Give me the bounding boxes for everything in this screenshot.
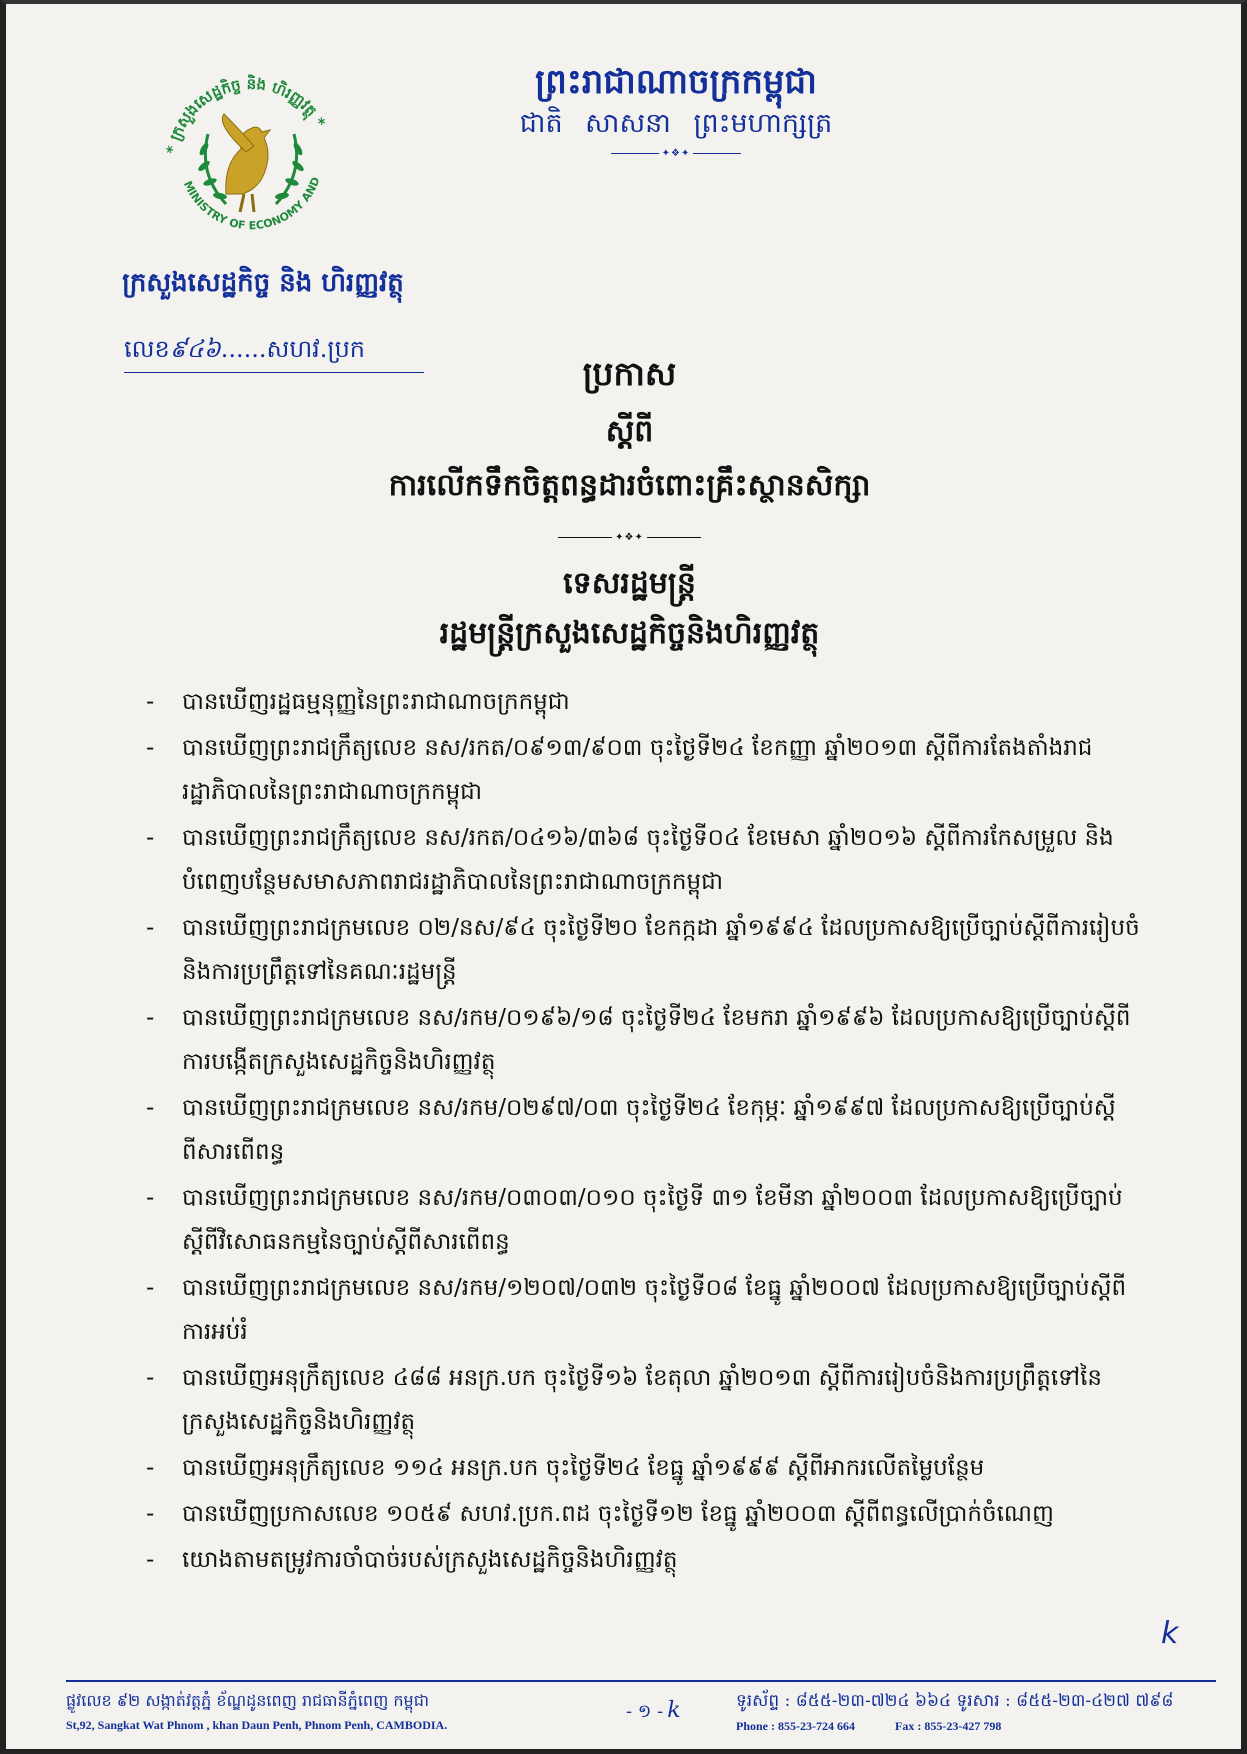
reference-suffix: សហវ.ប្រក [266,335,366,363]
handwritten-initials: k [1161,1616,1179,1651]
list-item: - យោងតាមតម្រូវការចាំបាច់របស់ក្រសួងសេដ្ឋកិច្ចនិងហិរញ្ញវត្ថុ [146,1547,678,1573]
svg-text:* ក្រសួងសេដ្ឋកិច្ច និង ហិរញ្ញវ: * ក្រសួងសេដ្ឋកិច្ច និង ហិរញ្ញវត្ថុ * [162,74,330,156]
contacts-khmer: ទូរស័ព្ទ : ៨៥៥-២៣-៧២៤ ៦៦៤ ទូរសារ : ៨៥៥-២៣-៤២៧ ៧៩៨ [736,1691,1174,1711]
svg-text:MINISTRY OF ECONOMY AND FINANC: MINISTRY OF ECONOMY AND [180,175,323,233]
list-item: - បានឃើញព្រះរាជក្រមលេខ នស/រកម/០២៩៧/០៣ ចុះថ្ងៃទី២៤ ខែកុម្ភៈ ឆ្នាំ១៩៩៧ ដែលប្រកាសឱ្យប្រើច្បាប់ស្តីពីសារពើពន្ធ [146,1095,1116,1165]
page-initials: k [667,1698,681,1723]
kingdom-header [446,62,906,159]
document-subject: ការលើកទឹកចិត្តពន្ធដារចំពោះគ្រឹះស្ថានសិក្សា [388,468,871,503]
list-item: - បានឃើញព្រះរាជក្រមលេខ នស/រកម/០៣០៣/០១០ ចុះថ្ងៃទី ៣១ ខែមីនា ឆ្នាំ២០០៣ ដែលប្រកាសឱ្យប្រើច្បាប់ស្តីពីវិសោធនកម្មនៃច្បាប់ស្តីពីសារពើពន្ធ [146,1185,1123,1255]
reference-handwritten-number: ៩៤៦ [169,335,221,363]
footer-contacts [736,1690,1173,1734]
title-ornament: ✦❖✦ [6,532,1247,543]
footer-divider [66,1680,1216,1682]
list-item: - បានឃើញព្រះរាជក្រឹត្យលេខ នស/រកត/០៤១៦/៣៦៨ ចុះថ្ងៃទី០៤ ខែមេសា ឆ្នាំ២០១៦ ស្តីពីការកែសម្រួល និងបំពេញបន្ថែមសមាសភាពរាជរដ្ឋាភិបាលនៃព្រះរាជាណាចក្រកម្ពុជា [146,825,1114,895]
contacts-english [736,1719,1173,1734]
national-motto: ជាតិ សាសនា ព្រះមហាក្សត្រ [519,108,833,139]
list-item: - បានឃើញព្រះរាជក្រឹត្យលេខ នស/រកត/០៩១៣/៩០៣ ចុះថ្ងៃទី២៤ ខែកញ្ញា ឆ្នាំ២០១៣ ស្តីពីការតែងតាំងរាជរដ្ឋាភិបាលនៃព្រះរាជាណាចក្រកម្ពុជា [146,735,1093,805]
list-item: - បានឃើញព្រះរាជក្រមលេខ នស/រកម/១២០៧/០៣២ ចុះថ្ងៃទី០៨ ខែធ្នូ ឆ្នាំ២០០៧ ដែលប្រកាសឱ្យប្រើច្បាប់ស្តីពីការអប់រំ [146,1275,1127,1345]
list-item: - បានឃើញប្រកាសលេខ ១០៥៩ សហវ.ប្រក.ពដ ចុះថ្ងៃទី១២ ខែធ្នូ ឆ្នាំ២០០៣ ស្តីពីពន្ធលើប្រាក់ចំណេញ [146,1501,1054,1527]
legal-basis-list [146,680,1146,1584]
page-number-text: - ១ - [626,1701,664,1722]
footer-address [66,1690,447,1733]
address-english: St,92, Sangkat Wat Phnom , khan Daun Penh, Phnom Penh, CAMBODIA. [66,1718,448,1732]
concerning-label: ស្តីពី [605,414,654,449]
address-khmer: ផ្លូវលេខ ៩២ សង្កាត់វត្តភ្នំ ខ័ណ្ឌដូនពេញ រាជធានីភ្នំពេញ កម្ពុជា [66,1691,429,1710]
fax-english: Fax : 855-23-427 798 [895,1719,1002,1733]
list-item: - បានឃើញព្រះរាជក្រមលេខ ០២/នស/៩៤ ចុះថ្ងៃទី២០ ខែកក្កដា ឆ្នាំ១៩៩៤ ដែលប្រកាសឱ្យប្រើច្បាប់ស្តីពីការរៀបចំ និងការប្រព្រឹត្តទៅនៃគណៈរដ្ឋមន្ត្រី [146,915,1140,985]
ministry-seal-icon [146,54,356,264]
list-item: - បានឃើញព្រះរាជក្រមលេខ នស/រកម/០១៩៦/១៨ ចុះថ្ងៃទី២៤ ខែមករា ឆ្នាំ១៩៩៦ ដែលប្រកាសឱ្យប្រើច្បាប់ស្តីពីការបង្កើតក្រសួងសេដ្ឋកិច្ចនិងហិរញ្ញវត្ថុ [146,1005,1131,1075]
senior-minister-title: ទេសរដ្ឋមន្ត្រី [563,566,696,601]
kingdom-title: ព្រះរាជាណាចក្រកម្ពុជា [535,62,817,102]
header-ornament: ✦❖✦ [446,148,906,159]
list-item: - បានឃើញអនុក្រឹត្យលេខ ១១៤ អនក្រ.បក ចុះថ្ងៃទី២៤ ខែធ្នូ ឆ្នាំ១៩៩៩ ស្តីពីអាករលើតម្លៃបន្ថែម [146,1455,985,1481]
document-type-title: ប្រកាស [582,354,677,393]
reference-dots: ...... [220,335,267,363]
minister-title: រដ្ឋមន្ត្រីក្រសួងសេដ្ឋកិច្ចនិងហិរញ្ញវត្ថុ [439,616,820,651]
reference-prefix: លេខ [124,335,170,363]
list-item: - បានឃើញរដ្ឋធម្មនុញ្ញនៃព្រះរាជាណាចក្រកម្ពុជា [146,689,570,715]
phone-english: Phone : 855-23-724 664 [736,1719,855,1733]
list-item: - បានឃើញអនុក្រឹត្យលេខ ៤៨៨ អនក្រ.បក ចុះថ្ងៃទី១៦ ខែតុលា ឆ្នាំ២០១៣ ស្តីពីការរៀបចំនិងការប្រព្រឹត្តទៅនៃក្រសួងសេដ្ឋកិច្ចនិងហិរញ្ញវត្ថុ [146,1365,1102,1435]
ministry-name: ក្រសួងសេដ្ឋកិច្ច និង ហិរញ្ញវត្ថុ [122,268,404,298]
page-number [626,1698,681,1726]
ministry-logo [146,54,356,264]
